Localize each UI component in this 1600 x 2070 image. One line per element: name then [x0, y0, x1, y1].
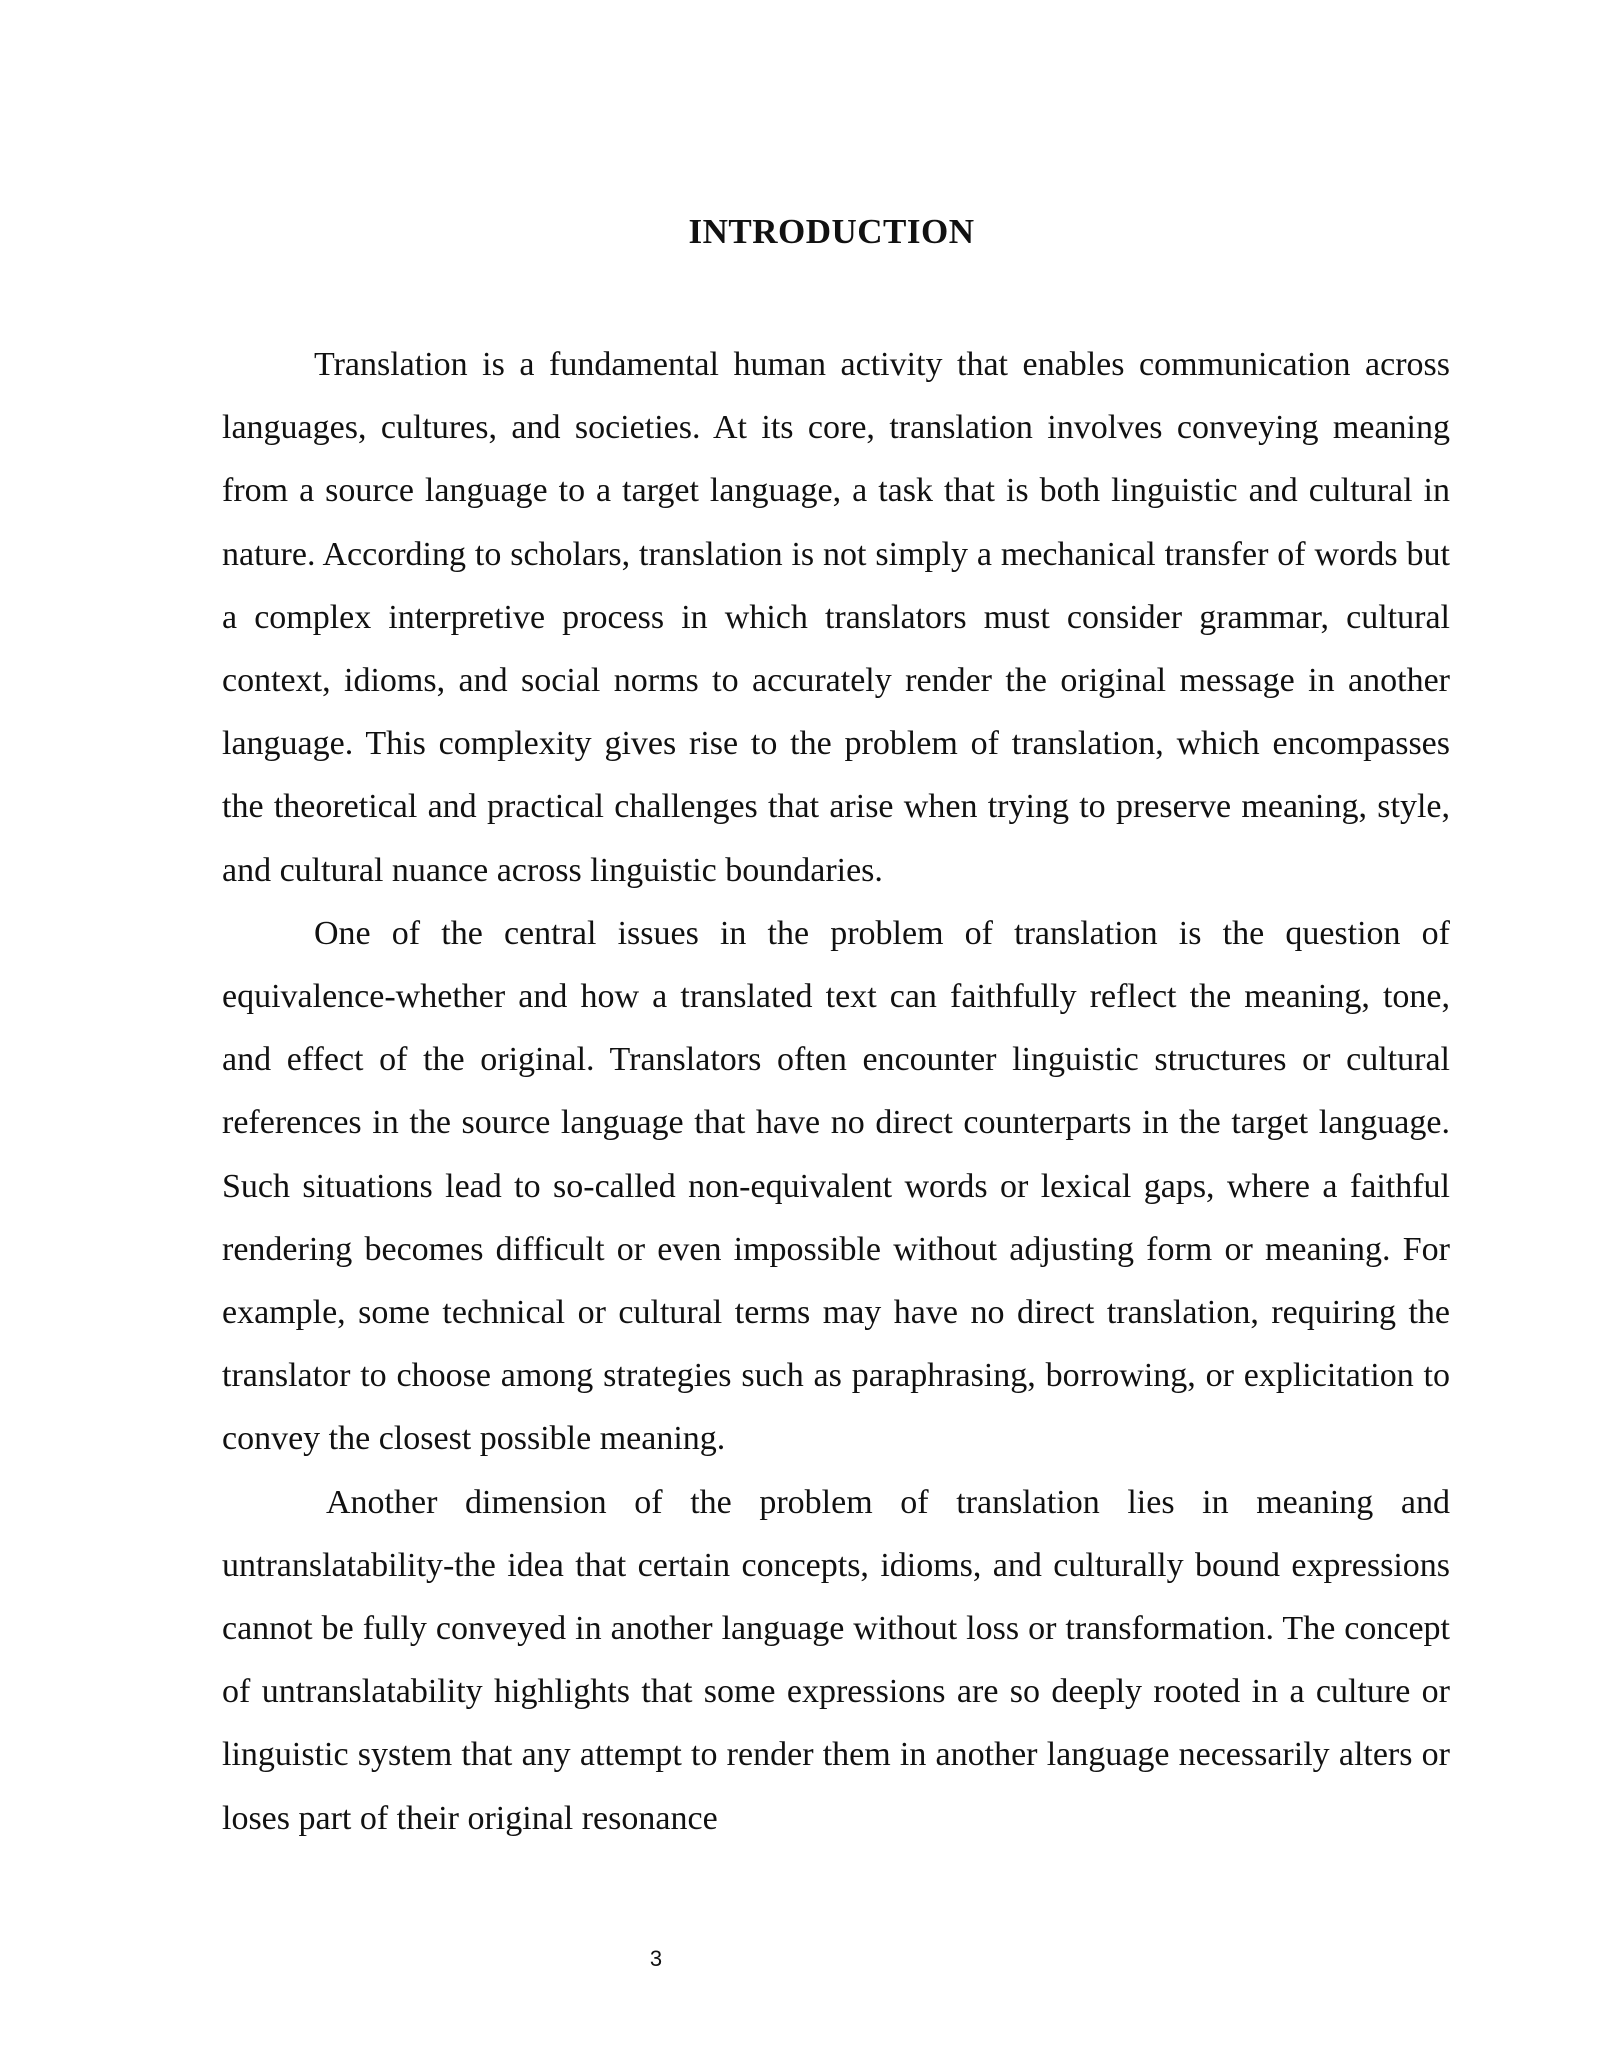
paragraph-3: Another dimension of the problem of translation lies in meaning and untranslatability-the idea that certain concepts, idioms, and culturally bound expressions cannot be fully conveyed in another language without loss or transformation. The concept of untranslatability highlights that some expressions are so deeply rooted in a culture or linguistic system that any attempt to render them in another language necessarily alters or loses part of their original resonance [222, 1483, 1450, 1837]
paragraph-1: Translation is a fundamental human activity that enables communication across languages, cultures, and societies. At its core, translation involves conveying meaning from a source language to a target language, a task that is both linguistic and cultural in nature. According to scholars, translation is not simply a mechanical transfer of words but a complex interpretive process in which translators must consider grammar, cultural context, idioms, and social norms to accurately render the original message in another language. This complexity gives rise to the problem of translation, which encompasses the theoretical and practical challenges that arise when trying to preserve meaning, style, and cultural nuance across linguistic boundaries. [222, 346, 1450, 889]
page-title: INTRODUCTION [688, 212, 975, 251]
page-number: 3 [649, 1946, 663, 1971]
body-text [222, 333, 1450, 1850]
paragraph-2: One of the central issues in the problem of translation is the question of equivalence-whether and how a translated text can faithfully reflect the meaning, tone, and effect of the original. Translators often encounter linguistic structures or cultural references in the source language that have no direct counterparts in the target language. Such situations lead to so-called non-equivalent words or lexical gaps, where a faithful rendering becomes difficult or even impossible without adjusting form or meaning. For example, some technical or cultural terms may have no direct translation, requiring the translator to choose among strategies such as paraphrasing, borrowing, or explicitation to convey the closest possible meaning. [222, 914, 1450, 1458]
